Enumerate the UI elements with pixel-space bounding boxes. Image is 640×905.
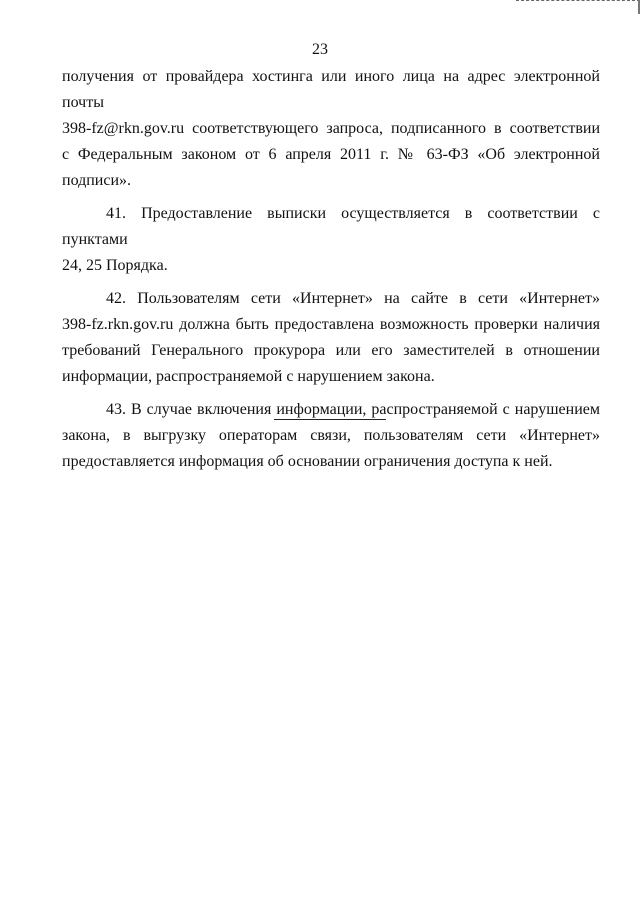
- paragraph-continuation: [62, 64, 600, 194]
- text-line: 24, 25 Порядка.: [62, 257, 168, 274]
- text-line: предоставляется информация об основании ограничения доступа к ней.: [62, 453, 553, 470]
- page-number: 23: [312, 41, 328, 58]
- paragraph-42: [62, 286, 600, 390]
- text-line: 43. В случае включения информации, распространяемой с нарушением: [106, 401, 600, 418]
- text-line: 398-fz@rkn.gov.ru соответствующего запроса, подписанного в соответствии: [62, 120, 600, 137]
- text-line: с Федеральным законом от 6 апреля 2011 г. № 63-ФЗ «Об электронной подписи».: [62, 146, 600, 189]
- end-rule: [274, 419, 386, 420]
- text-line: закона, в выгрузку операторам связи, пользователям сети «Интернет»: [62, 427, 600, 444]
- text-line: 41. Предоставление выписки осуществляется в соответствии с пунктами: [62, 205, 600, 248]
- text-line: требований Генерального прокурора или его заместителей в отношении: [62, 342, 600, 359]
- paragraph-41: [62, 201, 600, 279]
- text-line: информации, распространяемой с нарушением закона.: [62, 368, 435, 385]
- text-line: получения от провайдера хостинга или иного лица на адрес электронной почты: [62, 68, 600, 111]
- text-line: 42. Пользователям сети «Интернет» на сайте в сети «Интернет»: [106, 290, 600, 307]
- text-line: 398-fz.rkn.gov.ru должна быть предоставлена возможность проверки наличия: [62, 316, 600, 333]
- scan-edge-mark: [516, 0, 640, 3]
- paragraph-43: [62, 397, 600, 475]
